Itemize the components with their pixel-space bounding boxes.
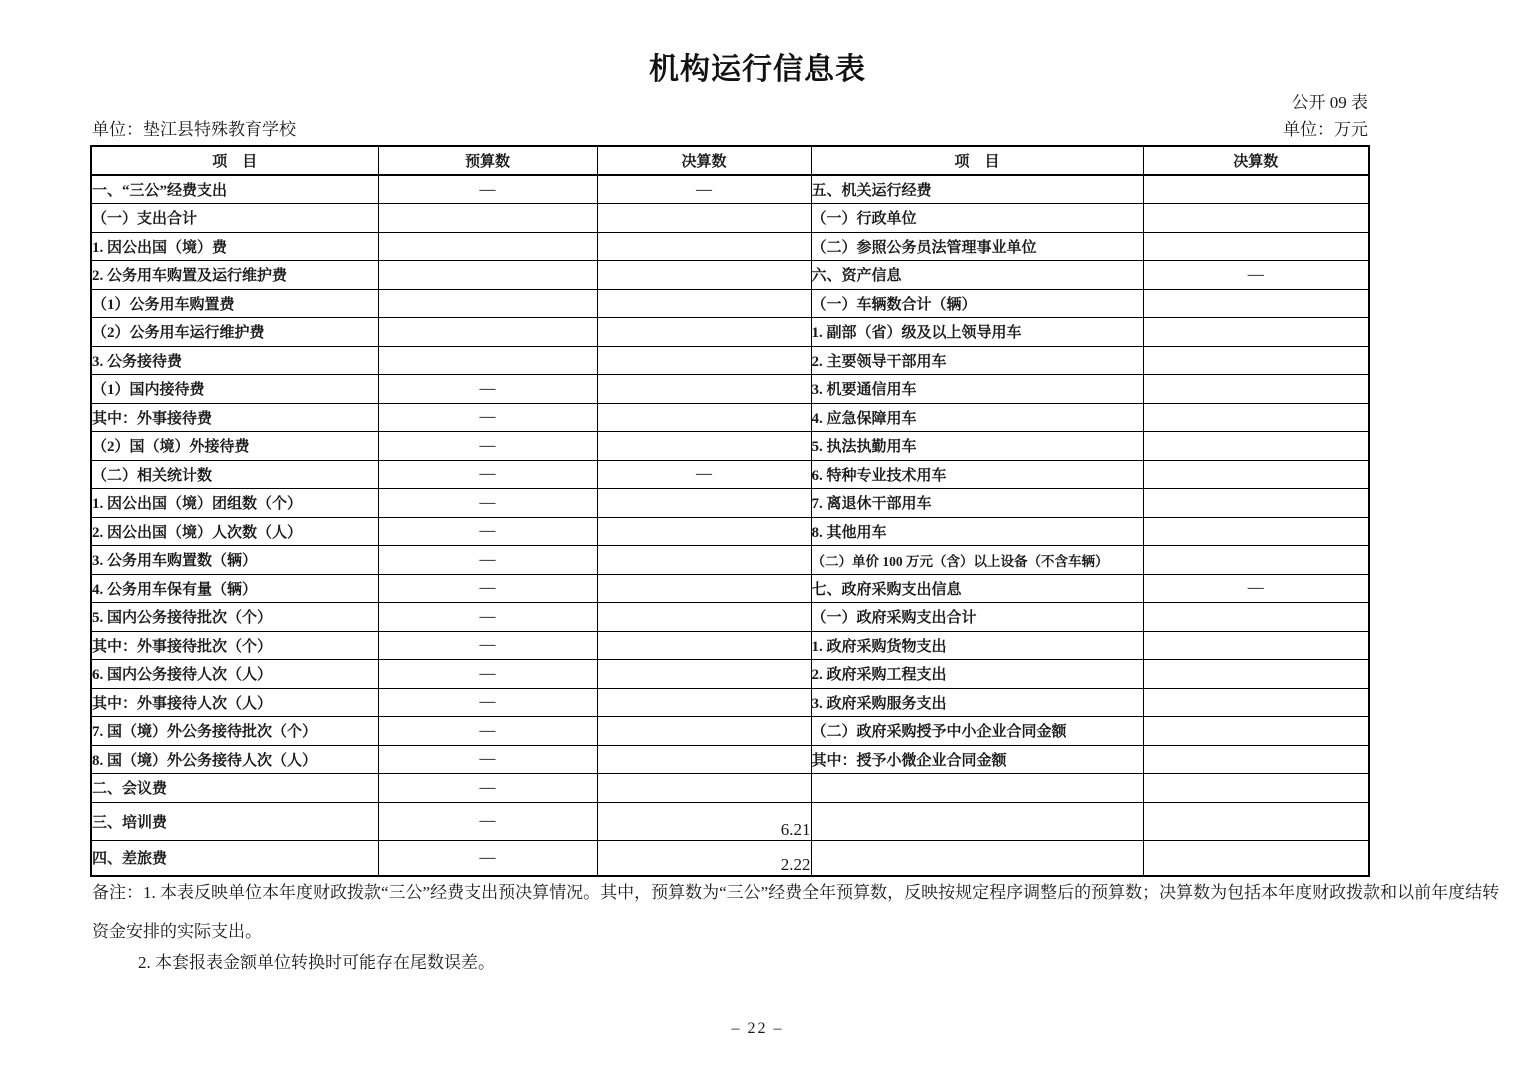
item-label-right: （二）单价 100 万元（含）以上设备（不含车辆）: [811, 546, 1143, 575]
table-row: [91, 840, 1369, 876]
budget-value: —: [378, 840, 597, 876]
item-label-right: 4. 应急保障用车: [811, 403, 1143, 432]
item-label-left: 其中：外事接待费: [91, 403, 378, 432]
item-label-right: 六、资产信息: [811, 261, 1143, 290]
item-label-right: 2. 主要领导干部用车: [811, 346, 1143, 375]
final-value-right: [1143, 289, 1369, 318]
item-label-left: 5. 国内公务接待批次（个）: [91, 603, 378, 632]
item-label-left: 2. 公务用车购置及运行维护费: [91, 261, 378, 290]
item-label-left: 3. 公务接待费: [91, 346, 378, 375]
table-row: [91, 375, 1369, 404]
final-value-right: [1143, 631, 1369, 660]
budget-value: —: [378, 631, 597, 660]
unit-name: 单位：垫江县特殊教育学校: [92, 120, 296, 139]
final-value-left: [597, 631, 811, 660]
item-label-right: （二）参照公务员法管理事业单位: [811, 232, 1143, 261]
item-label-left: 其中：外事接待人次（人）: [91, 688, 378, 717]
final-value-left: 6.21: [597, 802, 811, 840]
final-value-right: [1143, 802, 1369, 840]
page-number: – 22 –: [731, 1020, 784, 1037]
item-label-right: 7. 离退休干部用车: [811, 489, 1143, 518]
table-row: [91, 403, 1369, 432]
item-label-left: 一、“三公”经费支出: [91, 175, 378, 204]
item-label-right: 5. 执法执勤用车: [811, 432, 1143, 461]
item-label-right: 3. 政府采购服务支出: [811, 688, 1143, 717]
item-label-left: （一）支出合计: [91, 204, 378, 233]
final-value-right: [1143, 774, 1369, 803]
final-value-left: [597, 289, 811, 318]
budget-value: [378, 261, 597, 290]
table-row: [91, 489, 1369, 518]
item-label-left: 4. 公务用车保有量（辆）: [91, 574, 378, 603]
table-row: [91, 574, 1369, 603]
item-label-left: 三、培训费: [91, 802, 378, 840]
item-label-right: 其中：授予小微企业合同金额: [811, 745, 1143, 774]
budget-value: —: [378, 175, 597, 204]
final-value-right: [1143, 175, 1369, 204]
header-final-right: 决算数: [1143, 146, 1369, 175]
item-label-left: （1）国内接待费: [91, 375, 378, 404]
budget-value: —: [378, 717, 597, 746]
table-row: [91, 717, 1369, 746]
item-label-left: （2）国（境）外接待费: [91, 432, 378, 461]
info-table: [90, 145, 1370, 877]
doc-number: 公开 09 表: [1291, 93, 1368, 112]
table-row: [91, 289, 1369, 318]
final-value-right: [1143, 489, 1369, 518]
budget-value: —: [378, 688, 597, 717]
item-label-right: （一）车辆数合计（辆）: [811, 289, 1143, 318]
final-value-left: —: [597, 460, 811, 489]
final-value-right: [1143, 432, 1369, 461]
header-item-left: 项 目: [91, 146, 378, 175]
final-value-left: [597, 660, 811, 689]
budget-value: —: [378, 375, 597, 404]
budget-value: [378, 232, 597, 261]
item-label-left: 四、差旅费: [91, 840, 378, 876]
header-budget: 预算数: [378, 146, 597, 175]
note-line: 2. 本套报表金额单位转换时可能存在尾数误差。: [138, 953, 495, 972]
final-value-right: [1143, 517, 1369, 546]
table-row: [91, 346, 1369, 375]
budget-value: —: [378, 460, 597, 489]
budget-value: [378, 318, 597, 347]
final-value-left: 2.22: [597, 840, 811, 876]
budget-value: —: [378, 802, 597, 840]
item-label-right: 2. 政府采购工程支出: [811, 660, 1143, 689]
final-value-right: [1143, 840, 1369, 876]
final-value-right: [1143, 403, 1369, 432]
final-value-left: [597, 261, 811, 290]
budget-value: —: [378, 574, 597, 603]
header-item-right: 项 目: [811, 146, 1143, 175]
table-row: [91, 774, 1369, 803]
table-row: [91, 802, 1369, 840]
budget-value: —: [378, 489, 597, 518]
table-row: [91, 745, 1369, 774]
final-value-right: [1143, 375, 1369, 404]
item-label-left: 2. 因公出国（境）人次数（人）: [91, 517, 378, 546]
final-value-right: —: [1143, 574, 1369, 603]
item-label-right: （二）政府采购授予中小企业合同金额: [811, 717, 1143, 746]
final-value-left: [597, 603, 811, 632]
budget-value: —: [378, 517, 597, 546]
item-label-right: [811, 840, 1143, 876]
item-label-right: 1. 政府采购货物支出: [811, 631, 1143, 660]
final-value-right: [1143, 717, 1369, 746]
final-value-left: —: [597, 175, 811, 204]
budget-value: [378, 346, 597, 375]
table-row: [91, 660, 1369, 689]
item-label-right: [811, 774, 1143, 803]
final-value-right: [1143, 745, 1369, 774]
header-final-left: 决算数: [597, 146, 811, 175]
item-label-left: 8. 国（境）外公务接待人次（人）: [91, 745, 378, 774]
item-label-left: （二）相关统计数: [91, 460, 378, 489]
table-row: [91, 318, 1369, 347]
item-label-left: 7. 国（境）外公务接待批次（个）: [91, 717, 378, 746]
table-header: [91, 146, 1369, 175]
item-label-right: 3. 机要通信用车: [811, 375, 1143, 404]
final-value-left: [597, 346, 811, 375]
table-row: [91, 546, 1369, 575]
final-value-left: [597, 432, 811, 461]
budget-value: —: [378, 603, 597, 632]
item-label-left: （2）公务用车运行维护费: [91, 318, 378, 347]
item-label-right: 6. 特种专业技术用车: [811, 460, 1143, 489]
item-label-left: 二、会议费: [91, 774, 378, 803]
table-row: [91, 432, 1369, 461]
final-value-left: [597, 774, 811, 803]
final-value-left: [597, 688, 811, 717]
budget-value: —: [378, 660, 597, 689]
final-value-left: [597, 489, 811, 518]
final-value-left: [597, 204, 811, 233]
item-label-right: 1. 副部（省）级及以上领导用车: [811, 318, 1143, 347]
item-label-right: （一）行政单位: [811, 204, 1143, 233]
budget-value: [378, 204, 597, 233]
table-body: [91, 175, 1369, 876]
page-title: 机构运行信息表: [649, 53, 866, 86]
final-value-left: [597, 745, 811, 774]
final-value-right: [1143, 688, 1369, 717]
budget-value: —: [378, 745, 597, 774]
budget-value: —: [378, 774, 597, 803]
note-line: 备注：1. 本表反映单位本年度财政拨款“三公”经费支出预决算情况。其中，预算数为“三公”经费全年预算数，反映按规定程序调整后的预算数；决算数为包括本年度财政拨款和以前年度结转: [92, 883, 1500, 902]
final-value-left: [597, 546, 811, 575]
final-value-right: [1143, 232, 1369, 261]
final-value-left: [597, 375, 811, 404]
item-label-left: 6. 国内公务接待人次（人）: [91, 660, 378, 689]
budget-value: —: [378, 546, 597, 575]
item-label-right: [811, 802, 1143, 840]
item-label-left: 1. 因公出国（境）团组数（个）: [91, 489, 378, 518]
table-row: [91, 261, 1369, 290]
final-value-left: [597, 717, 811, 746]
footnotes: [92, 882, 1500, 974]
final-value-right: [1143, 460, 1369, 489]
final-value-right: [1143, 660, 1369, 689]
table-row: [91, 603, 1369, 632]
item-label-right: 五、机关运行经费: [811, 175, 1143, 204]
item-label-right: 8. 其他用车: [811, 517, 1143, 546]
final-value-right: [1143, 318, 1369, 347]
table-row: [91, 688, 1369, 717]
final-value-left: [597, 318, 811, 347]
final-value-right: —: [1143, 261, 1369, 290]
final-value-right: [1143, 204, 1369, 233]
table-row: [91, 204, 1369, 233]
budget-value: [378, 289, 597, 318]
final-value-right: [1143, 346, 1369, 375]
item-label-left: 3. 公务用车购置数（辆）: [91, 546, 378, 575]
final-value-left: [597, 232, 811, 261]
item-label-left: 其中：外事接待批次（个）: [91, 631, 378, 660]
unit-currency: 单位：万元: [1283, 120, 1368, 139]
final-value-left: [597, 574, 811, 603]
budget-value: —: [378, 432, 597, 461]
table-row: [91, 631, 1369, 660]
unit-row: [92, 115, 1368, 140]
table-row: [91, 232, 1369, 261]
note-line: 资金安排的实际支出。: [92, 922, 262, 941]
item-label-right: 七、政府采购支出信息: [811, 574, 1143, 603]
table-row: [91, 460, 1369, 489]
final-value-left: [597, 517, 811, 546]
table-row: [91, 175, 1369, 204]
final-value-right: [1143, 546, 1369, 575]
item-label-left: 1. 因公出国（境）费: [91, 232, 378, 261]
item-label-right: （一）政府采购支出合计: [811, 603, 1143, 632]
final-value-right: [1143, 603, 1369, 632]
item-label-left: （1）公务用车购置费: [91, 289, 378, 318]
table-row: [91, 517, 1369, 546]
budget-value: —: [378, 403, 597, 432]
final-value-left: [597, 403, 811, 432]
